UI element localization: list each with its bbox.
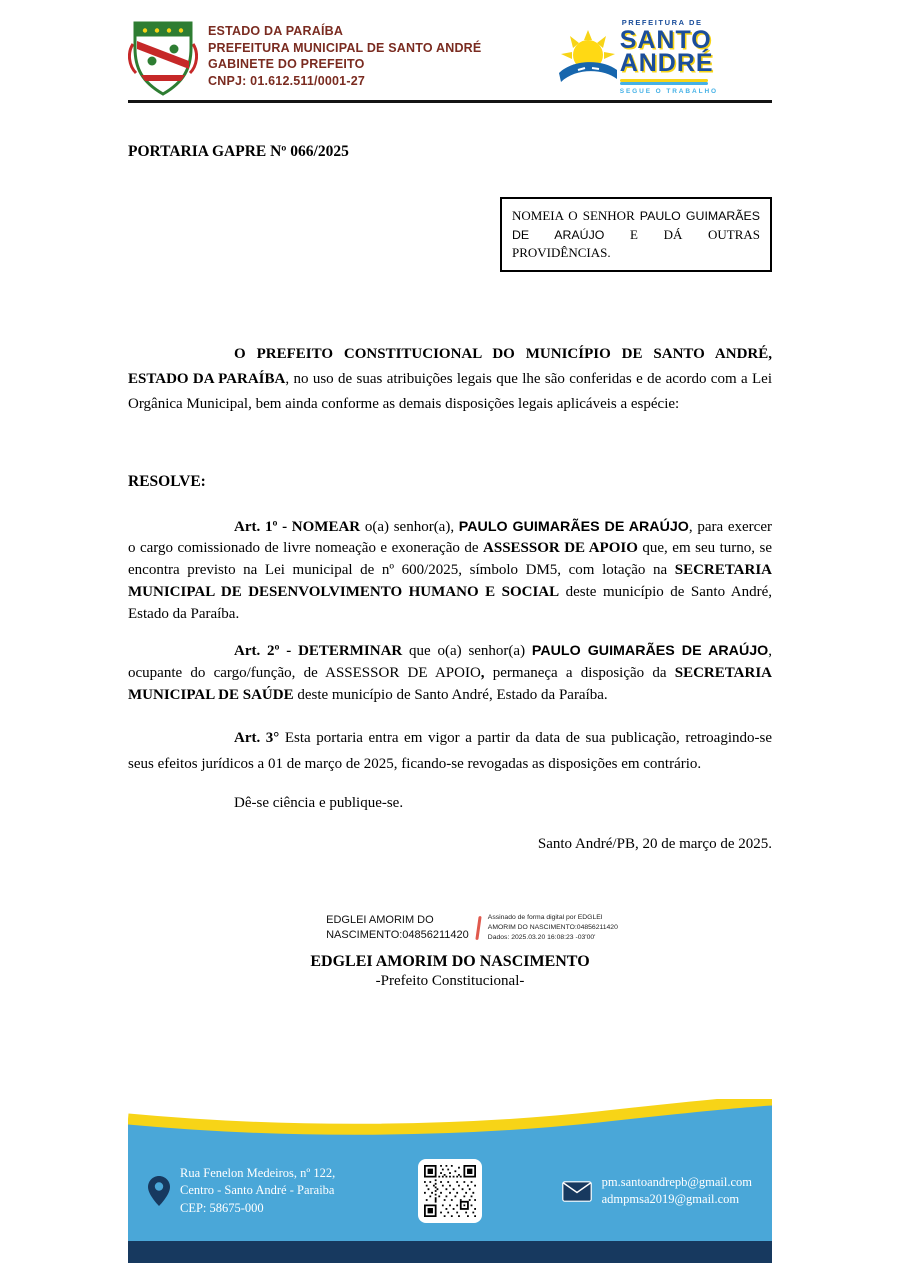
signer-name: EDGLEI AMORIM DO NASCIMENTO [310, 952, 590, 970]
stamp-signer-line-1: EDGLEI AMORIM DO [326, 914, 434, 927]
city-logo [559, 18, 718, 95]
closing-line: Dê-se ciência e publique-se. [234, 795, 404, 812]
org-line-cnpj: CNPJ: 01.612.511/0001-27 [208, 73, 365, 88]
resolve-heading: RESOLVE: [128, 472, 206, 490]
email-lines [602, 1174, 752, 1209]
email-line-2: admpmsa2019@gmail.com [601, 1192, 740, 1206]
logo-underline-wave [620, 79, 708, 82]
org-name-block [208, 23, 481, 89]
location-pin-icon [148, 1176, 170, 1206]
city-logo-text [620, 18, 718, 95]
stamp-signer-line-2: NASCIMENTO:04856211420 [326, 929, 469, 942]
letterhead [128, 0, 772, 103]
stamp-detail-line-1: Assinado de forma digital por EDGLEI [487, 914, 603, 922]
stamp-detail-line-3: Dados: 2025.03.20 16:08:23 -03'00' [487, 934, 596, 941]
summary-box: NOMEIA O SENHOR PAULO GUIMARÃES DE ARAÚJO E DÁ OUTRAS PROVIDÊNCIAS. [500, 197, 772, 272]
stamp-detail-line-2: AMORIM DO NASCIMENTO:04856211420 [487, 924, 618, 932]
digital-signature-stamp [150, 913, 794, 943]
address-line-1: Rua Fenelon Medeiros, nº 122, [180, 1165, 336, 1180]
address-line-3: CEP: 58675-000 [180, 1200, 264, 1215]
org-line-state: ESTADO DA PARAÍBA [208, 24, 344, 38]
footer-wave [128, 1099, 772, 1143]
signature-seal-mark-icon [475, 916, 481, 940]
portaria-title: PORTARIA GAPRE Nº 066/2025 [128, 143, 349, 160]
article-2-paragraph: Art. 2º - DETERMINAR que o(a) senhor(a) PAULO GUIMARÃES DE ARAÚJO, ocupante do cargo/função, de ASSESSOR DE APOIO, permaneça a disposição da SECRETARIA MUNICIPAL DE SAÚDE deste município de Santo André, Estado da Paraíba. [128, 643, 772, 703]
envelope-icon [562, 1181, 592, 1202]
footer-bar [128, 1141, 772, 1241]
org-line-city: PREFEITURA MUNICIPAL DE SANTO ANDRÉ [208, 40, 482, 55]
footer-bottom-bar [128, 1241, 772, 1263]
logo-santo: SANTO [619, 25, 712, 54]
logo-prefeitura-de: PREFEITURA DE [621, 17, 703, 27]
stamp-signer-text [326, 913, 469, 943]
preamble-paragraph: O PREFEITO CONSTITUCIONAL DO MUNICÍPIO DE SANTO ANDRÉ, ESTADO DA PARAÍBA, no uso de suas atribuições legais que lhe são conferidas e de acordo com a Lei Orgânica Municipal, bem ainda conforme as demais disposições legais aplicáveis a espécie: [128, 346, 772, 412]
coat-of-arms-icon [128, 16, 198, 96]
sun-road-icon [559, 29, 617, 83]
article-3-paragraph: Art. 3° Esta portaria entra em vigor a partir da data de sua publicação, retroagindo-se seus efeitos jurídicos a 01 de março de 2025, ficando-se revogadas as disposições em contrário. [128, 729, 772, 772]
logo-andre: ANDRÉ [619, 49, 714, 77]
signer-role: -Prefeito Constitucional- [375, 972, 525, 989]
address-block [148, 1165, 418, 1218]
footer [128, 1099, 772, 1263]
email-line-1: pm.santoandrepb@gmail.com [601, 1174, 752, 1189]
dateline: Santo André/PB, 20 de março de 2025. [537, 836, 772, 853]
article-1-paragraph: Art. 1º - NOMEAR o(a) senhor(a), PAULO GUIMARÃES DE ARAÚJO, para exercer o cargo comissionado de livre nomeação e exoneração de ASSESSOR DE APOIO que, em seu turno, se encontra previsto na Lei municipal de nº 600/2025, símbolo DM5, com lotação na SECRETARIA MUNICIPAL DE DESENVOLVIMENTO HUMANO E SOCIAL deste município de Santo André, Estado da Paraíba. [128, 518, 772, 622]
stamp-detail-text [488, 913, 618, 943]
qr-code [418, 1159, 482, 1223]
address-lines [180, 1165, 335, 1218]
email-block [482, 1174, 752, 1209]
org-line-office: GABINETE DO PREFEITO [208, 57, 365, 71]
logo-tagline: SEGUE O TRABALHO [619, 87, 718, 95]
address-line-2: Centro - Santo André - Paraiba [180, 1183, 335, 1198]
